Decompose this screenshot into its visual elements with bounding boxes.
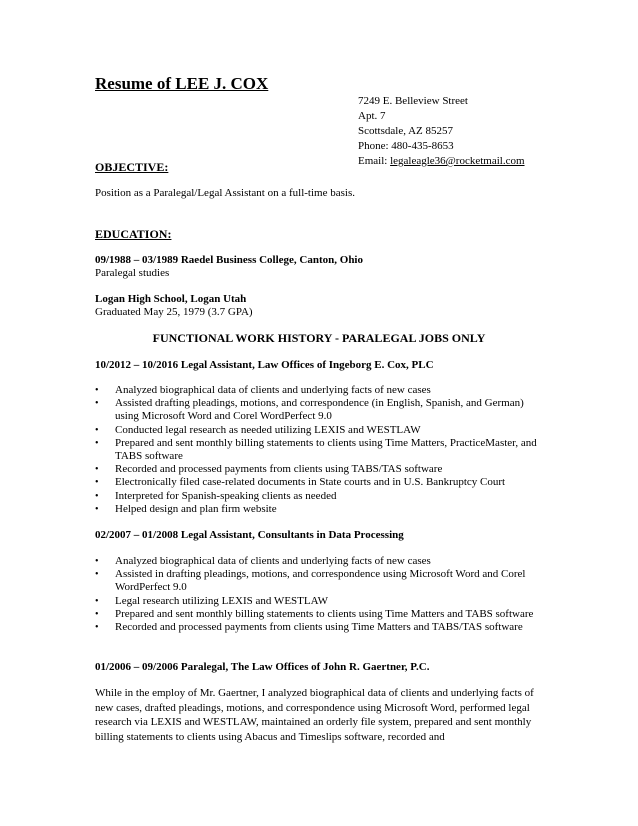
work-history-heading: FUNCTIONAL WORK HISTORY - PARALEGAL JOBS ONLY [152, 331, 486, 345]
list-item: • Analyzed biographical data of clients and underlying facts of new cases [95, 555, 545, 568]
list-item: • Assisted drafting pleadings, motions, and correspondence (in English, Spanish, and German) using Microsoft Word and Corel WordPerfect 9.0 [95, 397, 545, 423]
address-street: 7249 E. Belleview Street [358, 95, 468, 107]
education-entry [95, 293, 253, 319]
job-title: 02/2007 – 01/2008 Legal Assistant, Consultants in Data Processing [95, 529, 404, 541]
list-item: • Interpreted for Spanish-speaking clients as needed [95, 490, 545, 503]
job-duties-list [95, 555, 545, 634]
list-item: • Assisted in drafting pleadings, motions, and correspondence using Microsoft Word and Corel WordPerfect 9.0 [95, 568, 545, 594]
objective-heading: OBJECTIVE: [95, 160, 169, 174]
address-city: Scottsdale, AZ 85257 [358, 125, 454, 137]
education-entry [95, 254, 363, 280]
job-duties-list [95, 384, 545, 516]
email-label: Email: [358, 155, 388, 167]
email-link[interactable]: legaleagle36@rocketmail.com [390, 155, 525, 167]
list-item: • Helped design and plan firm website [95, 503, 545, 516]
address-phone: Phone: 480-435-8653 [358, 140, 454, 152]
job-title: 01/2006 – 09/2006 Paralegal, The Law Offices of John R. Gaertner, P.C. [95, 661, 430, 673]
education-entry-detail: Paralegal studies [95, 267, 170, 279]
address-email-line [358, 154, 525, 169]
address-apt: Apt. 7 [358, 110, 386, 122]
list-item: • Recorded and processed payments from clients using Time Matters and TABS/TAS software [95, 621, 545, 634]
job-title: 10/2012 – 10/2016 Legal Assistant, Law Offices of Ingeborg E. Cox, PLC [95, 359, 434, 371]
list-item: • Conducted legal research as needed utilizing LEXIS and WESTLAW [95, 424, 545, 437]
job-description: While in the employ of Mr. Gaertner, I analyzed biographical data of clients and underlying facts of new cases, drafted pleadings, motions, and correspondence using Microsoft Word, performed legal research via LEXIS and WESTLAW, maintained an orderly file system, prepared and sent monthly billing statements to clients using Abacus and Timeslips software, recorded and [95, 687, 534, 743]
list-item: • Analyzed biographical data of clients and underlying facts of new cases [95, 384, 545, 397]
list-item: • Recorded and processed payments from clients using TABS/TAS software [95, 463, 545, 476]
list-item: • Prepared and sent monthly billing statements to clients using Time Matters, PracticeMaster, and TABS software [95, 437, 545, 463]
education-entry-detail: Graduated May 25, 1979 (3.7 GPA) [95, 306, 253, 318]
list-item: • Prepared and sent monthly billing statements to clients using Time Matters and TABS software [95, 608, 545, 621]
education-entry-title: 09/1988 – 03/1989 Raedel Business College, Canton, Ohio [95, 254, 363, 266]
list-item: • Legal research utilizing LEXIS and WESTLAW [95, 595, 545, 608]
address-block [358, 94, 525, 169]
education-heading: EDUCATION: [95, 227, 172, 241]
list-item: • Electronically filed case-related documents in State courts and in U.S. Bankruptcy Court [95, 476, 545, 489]
objective-text: Position as a Paralegal/Legal Assistant on a full-time basis. [95, 187, 355, 199]
education-entry-title: Logan High School, Logan Utah [95, 293, 247, 305]
resume-title: Resume of LEE J. COX [95, 74, 269, 93]
